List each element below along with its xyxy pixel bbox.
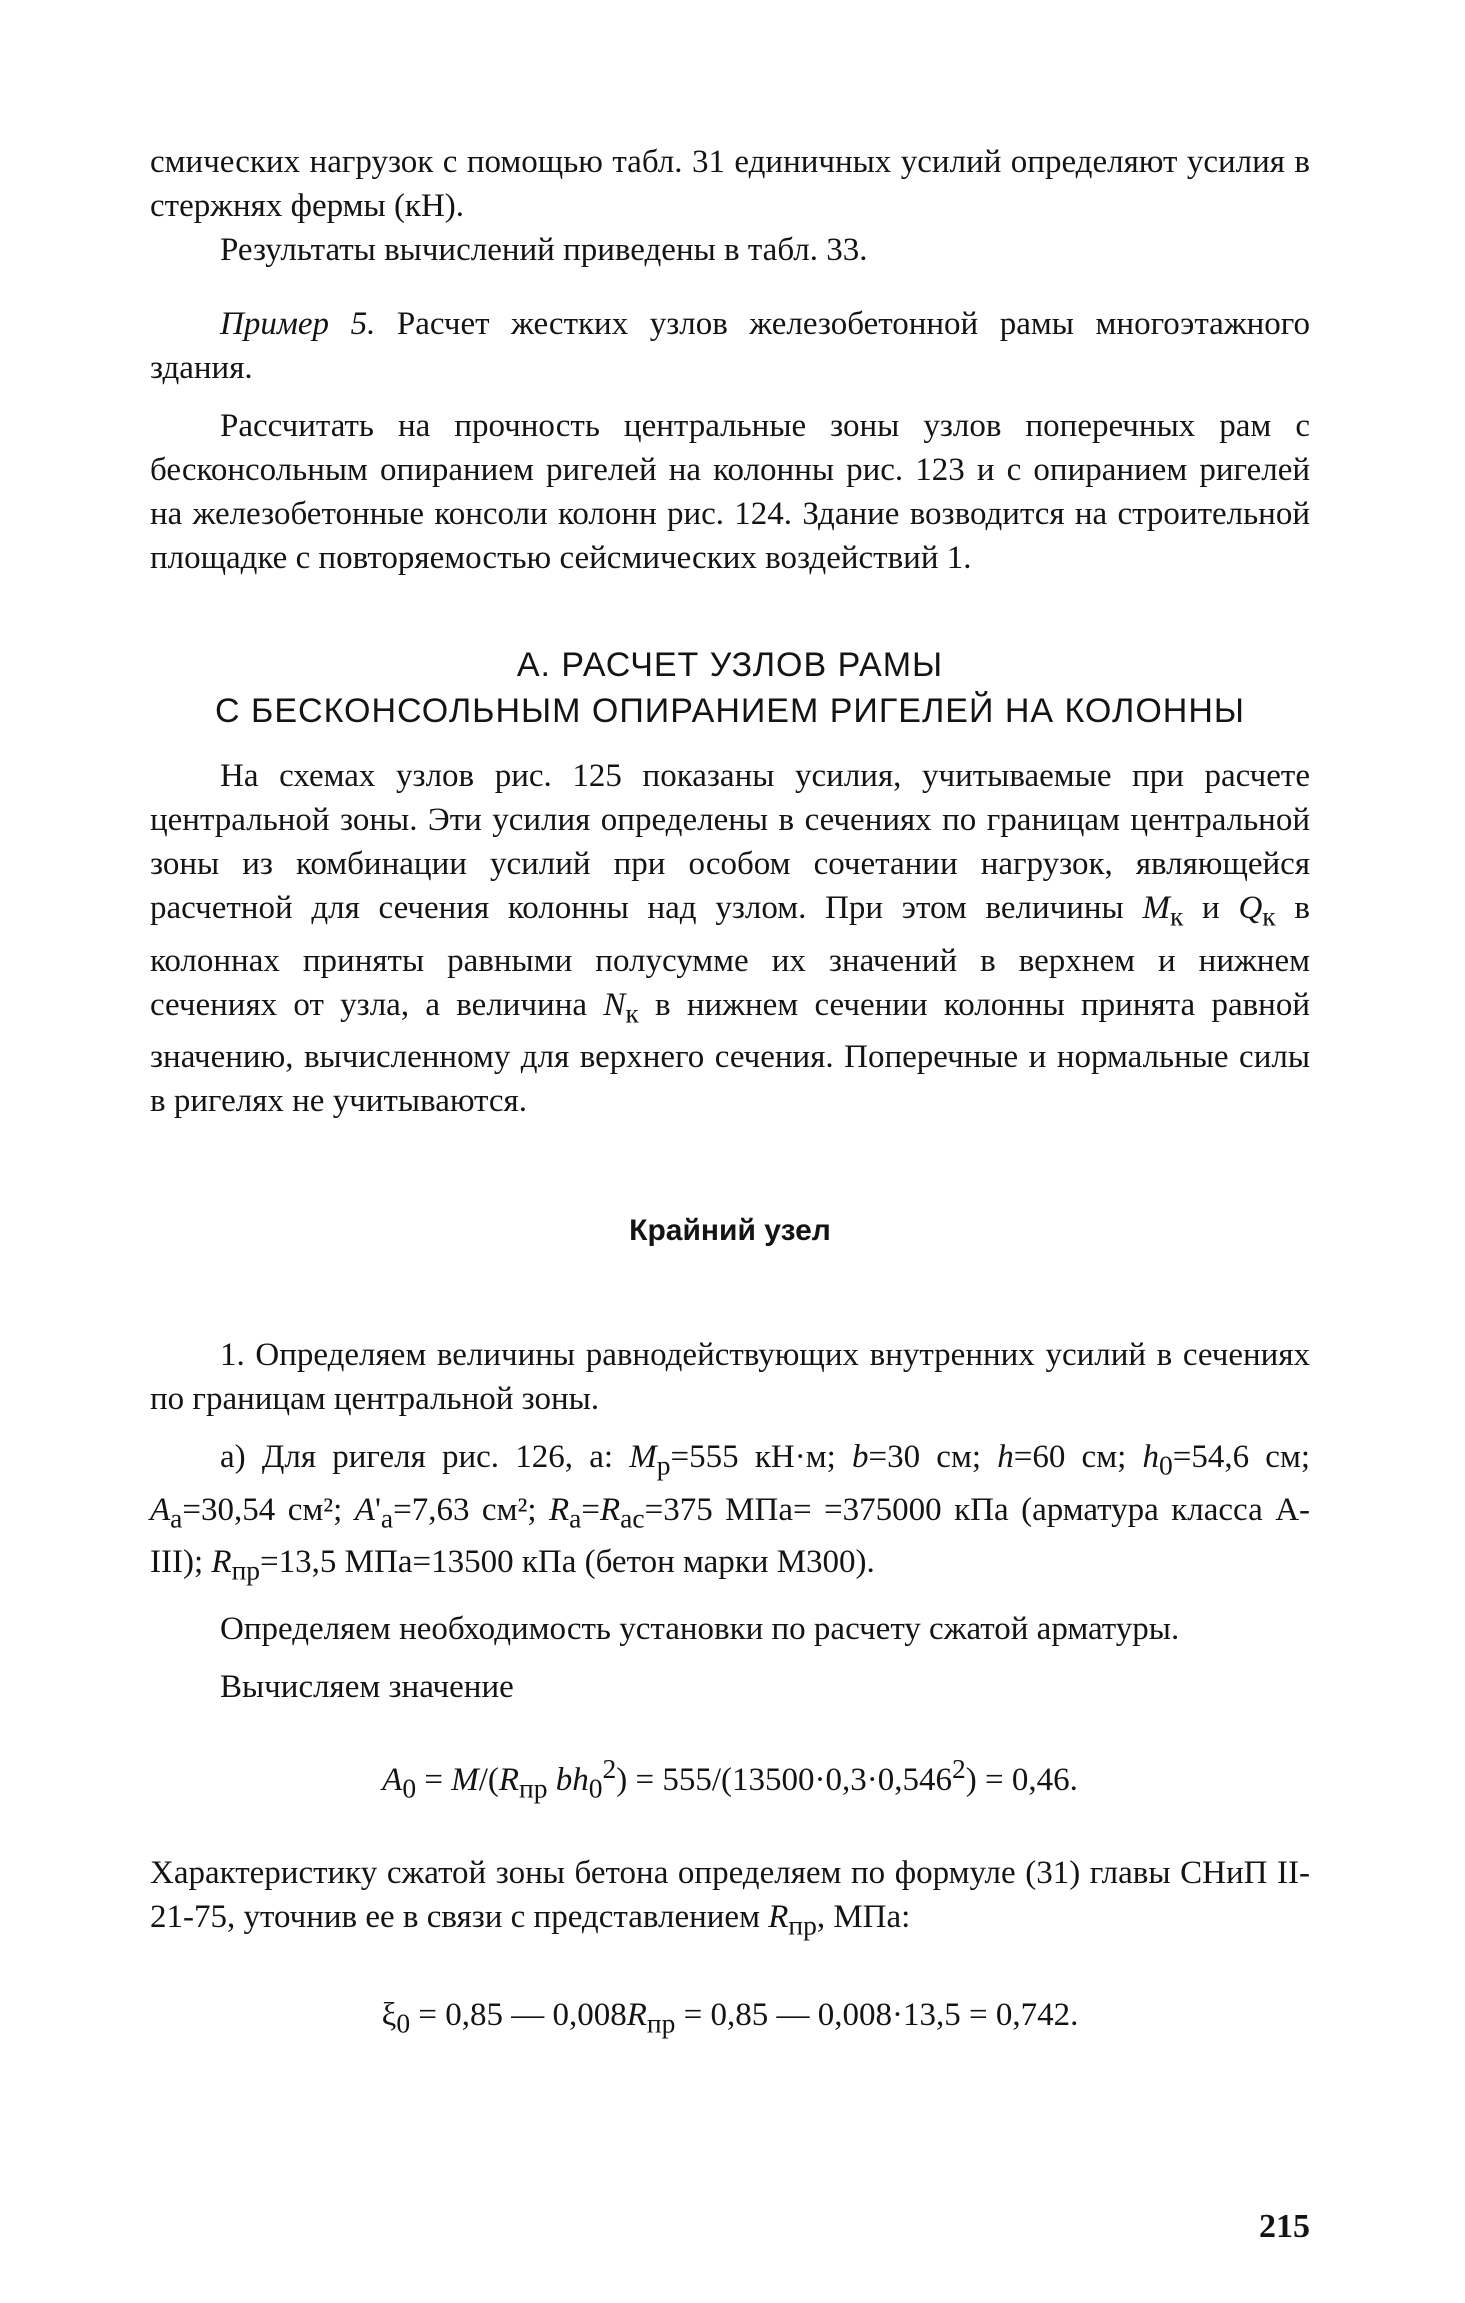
formula-xi0: $\xi_0 = 0,85$ — $0,008R_{пр} = 0,85$ — 0,008·13,5 = 0,742.	[381, 1997, 1079, 2039]
paragraph-task: Рассчитать на прочность центральные зоны узлов поперечных рам с бесконсольным опиранием ригелей на колонны рис. 123 и с опиранием ригелей на железобетонные консоли колонн рис. 124. Здание возводится на строительной площадке с повторяемостью сейсмических воздействий 1.	[150, 408, 1310, 576]
paragraph-step1: 1. Определяем величины равнодействующих внутренних усилий в сечениях по границам центральной зоны.	[150, 1337, 1310, 1418]
page-number: 215	[1259, 2208, 1310, 2245]
paragraph-continuation: смических нагрузок с помощью табл. 31 единичных усилий определяют усилия в стержнях фермы (кН).	[150, 144, 1310, 224]
paragraph-compute-value: Вычисляем значение	[220, 1668, 514, 1705]
paragraph-schemes: На схемах узлов рис. 125 показаны усилия, учитываемые при расчете центральной зоны. Эти усилия определены в сечениях по границам центральной зоны из комбинации усилий при особом сочетании нагрузок, являющейся расчетной для сечения колонны над узлом. При этом величины $М_к$ и $Q_к$ в колоннах приняты равными полусумме их значений в верхнем и нижнем сечениях от узла, а величина $N_к$ в нижнем сечении колонны принята равной значению, вычисленному для верхнего сечения. Поперечные и нормальные силы в ригелях не учитываются.	[150, 758, 1310, 1120]
paragraph-results: Результаты вычислений приведены в табл. 33.	[220, 232, 868, 268]
paragraph-beam-data: а) Для ригеля рис. 126, а: $М_р=555$ кН·м; b=30 см; h=60 см; $h_0=54,6$ см; $А_а=30,54$ см²; $А'_а=7,63$ см²; $R_а=R_{ас}=375$ МПа= =375000 кПа (арматура класса А-III); $R_{пр}=13,5$ МПа=13500 кПа (бетон марки М300).	[150, 1439, 1311, 1586]
paragraph-compressed-reinforcement: Определяем необходимость установки по расчету сжатой арматуры.	[220, 1610, 1180, 1647]
section-heading-line1: А. РАСЧЕТ УЗЛОВ РАМЫ	[516, 646, 944, 684]
subheading: Крайний узел	[629, 1214, 831, 1248]
paragraph-compression-zone: Характеристику сжатой зоны бетона определяем по формуле (31) главы СНиП II-21-75, уточнив ее в связи с представлением $R_{пр}$, МПа:	[150, 1854, 1310, 1941]
formula-a0: $A_0 = M/(R_{пр}$ $bh_0^2) = 555/(13500\cdot 0,3\cdot 0,546^2) = 0,46$.	[382, 1752, 1078, 1804]
page-body	[150, 140, 1310, 2086]
paragraph-example: Пример 5. Расчет жестких узлов железобетонной рамы многоэтажного здания.	[150, 306, 1310, 386]
section-heading	[150, 642, 1310, 734]
section-heading-line2: С БЕСКОНСОЛЬНЫМ ОПИРАНИЕМ РИГЕЛЕЙ НА КОЛОННЫ	[215, 692, 1245, 730]
